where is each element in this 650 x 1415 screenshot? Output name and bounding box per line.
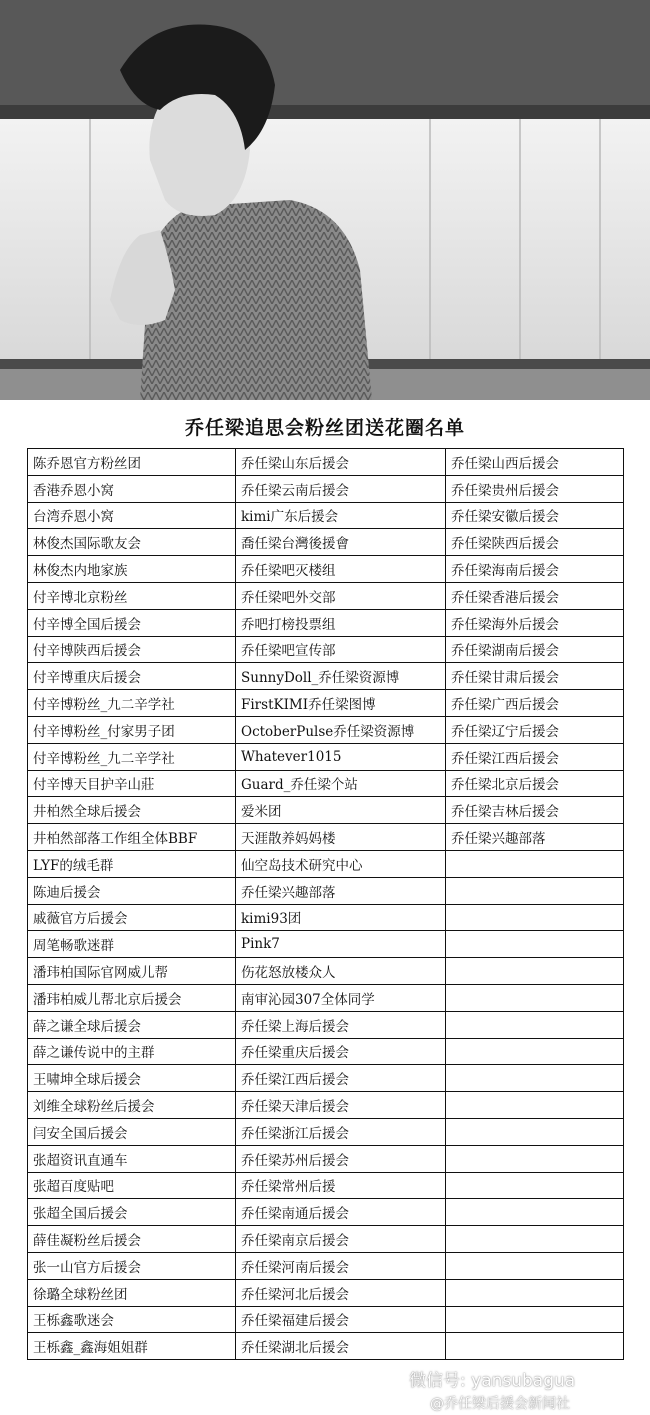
table-cell: 乔任梁海外后援会 (446, 609, 624, 636)
table-cell: 付辛博北京粉丝 (28, 582, 236, 609)
table-row (28, 1038, 624, 1065)
table-cell (446, 1306, 624, 1333)
table-cell: 薛之谦传说中的主群 (28, 1038, 236, 1065)
table-cell: 乔任梁常州后援 (236, 1172, 446, 1199)
table-row (28, 1092, 624, 1119)
table-cell: Whatever1015 (236, 743, 446, 770)
table-cell: 乔任梁南京后援会 (236, 1226, 446, 1253)
table-cell: 乔任梁安徽后援会 (446, 502, 624, 529)
table-row (28, 502, 624, 529)
table-row (28, 984, 624, 1011)
table-cell: 陈迪后援会 (28, 877, 236, 904)
table-cell (446, 931, 624, 958)
table-cell: 乔任梁山东后援会 (236, 449, 446, 476)
table-cell: 乔任梁苏州后援会 (236, 1145, 446, 1172)
table-cell: 井柏然全球后援会 (28, 797, 236, 824)
table-row (28, 797, 624, 824)
table-row (28, 1226, 624, 1253)
table-row (28, 690, 624, 717)
table-cell: 周笔畅歌迷群 (28, 931, 236, 958)
table-cell: 乔任梁江西后援会 (236, 1065, 446, 1092)
table-cell: 付辛博天目护辛山莊 (28, 770, 236, 797)
table-cell: 乔任梁山西后援会 (446, 449, 624, 476)
table-cell: OctoberPulse乔任梁资源博 (236, 716, 446, 743)
table-cell: SunnyDoll_乔任梁资源博 (236, 663, 446, 690)
table-cell (446, 958, 624, 985)
table-cell: 王啸坤全球后援会 (28, 1065, 236, 1092)
table-cell: 仙空岛技术研究中心 (236, 850, 446, 877)
table-cell: 乔任梁北京后援会 (446, 770, 624, 797)
table-cell: 乔任梁吧宣传部 (236, 636, 446, 663)
table-cell: 乔任梁河北后援会 (236, 1279, 446, 1306)
table-cell: 付辛博全国后援会 (28, 609, 236, 636)
table-cell: 乔任梁江西后援会 (446, 743, 624, 770)
table-cell: 乔任梁兴趣部落 (236, 877, 446, 904)
table-cell: 乔吧打榜投票组 (236, 609, 446, 636)
table-cell (446, 1092, 624, 1119)
table-cell: 闫安全国后援会 (28, 1118, 236, 1145)
table-cell: 林俊杰国际歌友会 (28, 529, 236, 556)
table-cell: 乔任梁福建后援会 (236, 1306, 446, 1333)
table-row (28, 1199, 624, 1226)
table-cell: 乔任梁兴趣部落 (446, 824, 624, 851)
table-cell (446, 877, 624, 904)
table-cell: 薛之谦全球后援会 (28, 1011, 236, 1038)
table-cell (446, 984, 624, 1011)
table-cell: 付辛博陕西后援会 (28, 636, 236, 663)
table-cell: 陈乔恩官方粉丝团 (28, 449, 236, 476)
table-cell: 乔任梁重庆后援会 (236, 1038, 446, 1065)
table-cell: 付辛博粉丝_付家男子团 (28, 716, 236, 743)
table-cell: Pink7 (236, 931, 446, 958)
table-row (28, 716, 624, 743)
table-cell: 付辛博粉丝_九二辛学社 (28, 743, 236, 770)
table-row (28, 770, 624, 797)
table-cell: kimi93团 (236, 904, 446, 931)
table-cell: 乔任梁天津后援会 (236, 1092, 446, 1119)
table-row (28, 636, 624, 663)
table-cell: 林俊杰内地家族 (28, 556, 236, 583)
table-cell: 爱米团 (236, 797, 446, 824)
table-row (28, 475, 624, 502)
table-cell: 乔任梁香港后援会 (446, 582, 624, 609)
watermark-account: @乔任梁后援会新闻社 (430, 1396, 570, 1412)
table-cell: LYF的绒毛群 (28, 850, 236, 877)
page-title: 乔任梁追思会粉丝团送花圈名单 (184, 417, 465, 439)
table-row (28, 904, 624, 931)
table-cell: 乔任梁陕西后援会 (446, 529, 624, 556)
wechat-icon (385, 1373, 405, 1389)
table-cell (446, 1333, 624, 1360)
table-row (28, 1172, 624, 1199)
table-row (28, 1279, 624, 1306)
portrait-photo (0, 0, 650, 400)
table-cell: 乔任梁湖北后援会 (236, 1333, 446, 1360)
table-cell: 伤花怒放楼众人 (236, 958, 446, 985)
table-cell: kimi广东后援会 (236, 502, 446, 529)
table-row (28, 1065, 624, 1092)
table-cell (446, 1226, 624, 1253)
table-cell: 乔任梁湖南后援会 (446, 636, 624, 663)
table-row (28, 1333, 624, 1360)
table-cell: 张超全国后援会 (28, 1199, 236, 1226)
table-cell: 乔任梁甘肃后援会 (446, 663, 624, 690)
watermark-wechat-id (385, 1366, 645, 1391)
watermark-line-1: 微信号: yansubagua (409, 1371, 576, 1391)
table-cell: 南审沁园307全体同学 (236, 984, 446, 1011)
table-cell: 潘玮柏威儿帮北京后援会 (28, 984, 236, 1011)
table-cell: 乔任梁广西后援会 (446, 690, 624, 717)
table-row (28, 850, 624, 877)
table-row (28, 529, 624, 556)
table-cell: 乔任梁吧外交部 (236, 582, 446, 609)
table-cell (446, 1199, 624, 1226)
table-cell: 王栎鑫歌迷会 (28, 1306, 236, 1333)
table-cell: 刘维全球粉丝后援会 (28, 1092, 236, 1119)
table-cell (446, 1118, 624, 1145)
table-cell: 乔任梁浙江后援会 (236, 1118, 446, 1145)
table-cell (446, 1279, 624, 1306)
table-cell (446, 1011, 624, 1038)
table-row (28, 958, 624, 985)
table-cell: 戚薇官方后援会 (28, 904, 236, 931)
table-row (28, 1118, 624, 1145)
table-cell (446, 850, 624, 877)
table-cell (446, 1065, 624, 1092)
table-cell (446, 1252, 624, 1279)
table-cell (446, 904, 624, 931)
table-cell (446, 1172, 624, 1199)
table-cell: 喬任梁台灣後援會 (236, 529, 446, 556)
table-cell: 乔任梁辽宁后援会 (446, 716, 624, 743)
table-cell: 乔任梁南通后援会 (236, 1199, 446, 1226)
table-row (28, 663, 624, 690)
table-row (28, 582, 624, 609)
table-cell: 乔任梁吧灭楼组 (236, 556, 446, 583)
table-cell: FirstKIMI乔任梁图博 (236, 690, 446, 717)
table-cell: 香港乔恩小窝 (28, 475, 236, 502)
table-cell: 张一山官方后援会 (28, 1252, 236, 1279)
table-row (28, 824, 624, 851)
table-row (28, 1011, 624, 1038)
table-cell: 乔任梁云南后援会 (236, 475, 446, 502)
table-row (28, 1252, 624, 1279)
table-row (28, 877, 624, 904)
table-cell: 徐璐全球粉丝团 (28, 1279, 236, 1306)
table-cell (446, 1145, 624, 1172)
table-row (28, 609, 624, 636)
table-cell: 薛佳凝粉丝后援会 (28, 1226, 236, 1253)
table-row (28, 556, 624, 583)
table-cell: 台湾乔恩小窝 (28, 502, 236, 529)
table-cell: 张超百度贴吧 (28, 1172, 236, 1199)
roster-table (27, 448, 624, 1360)
table-cell: 付辛博粉丝_九二辛学社 (28, 690, 236, 717)
table-cell: 乔任梁海南后援会 (446, 556, 624, 583)
table-row (28, 743, 624, 770)
table-cell: 乔任梁上海后援会 (236, 1011, 446, 1038)
table-row (28, 1306, 624, 1333)
table-cell: 井柏然部落工作组全体BBF (28, 824, 236, 851)
table-cell: 王栎鑫_鑫海姐姐群 (28, 1333, 236, 1360)
table-row (28, 449, 624, 476)
table-cell: 乔任梁吉林后援会 (446, 797, 624, 824)
table-cell: 张超资讯直通车 (28, 1145, 236, 1172)
table-cell: Guard_乔任梁个站 (236, 770, 446, 797)
table-row (28, 1145, 624, 1172)
table-cell: 付辛博重庆后援会 (28, 663, 236, 690)
table-row (28, 931, 624, 958)
table-cell: 潘玮柏国际官网威儿帮 (28, 958, 236, 985)
table-cell: 乔任梁河南后援会 (236, 1252, 446, 1279)
table-cell (446, 1038, 624, 1065)
table-cell: 天涯散养妈妈楼 (236, 824, 446, 851)
table-cell: 乔任梁贵州后援会 (446, 475, 624, 502)
